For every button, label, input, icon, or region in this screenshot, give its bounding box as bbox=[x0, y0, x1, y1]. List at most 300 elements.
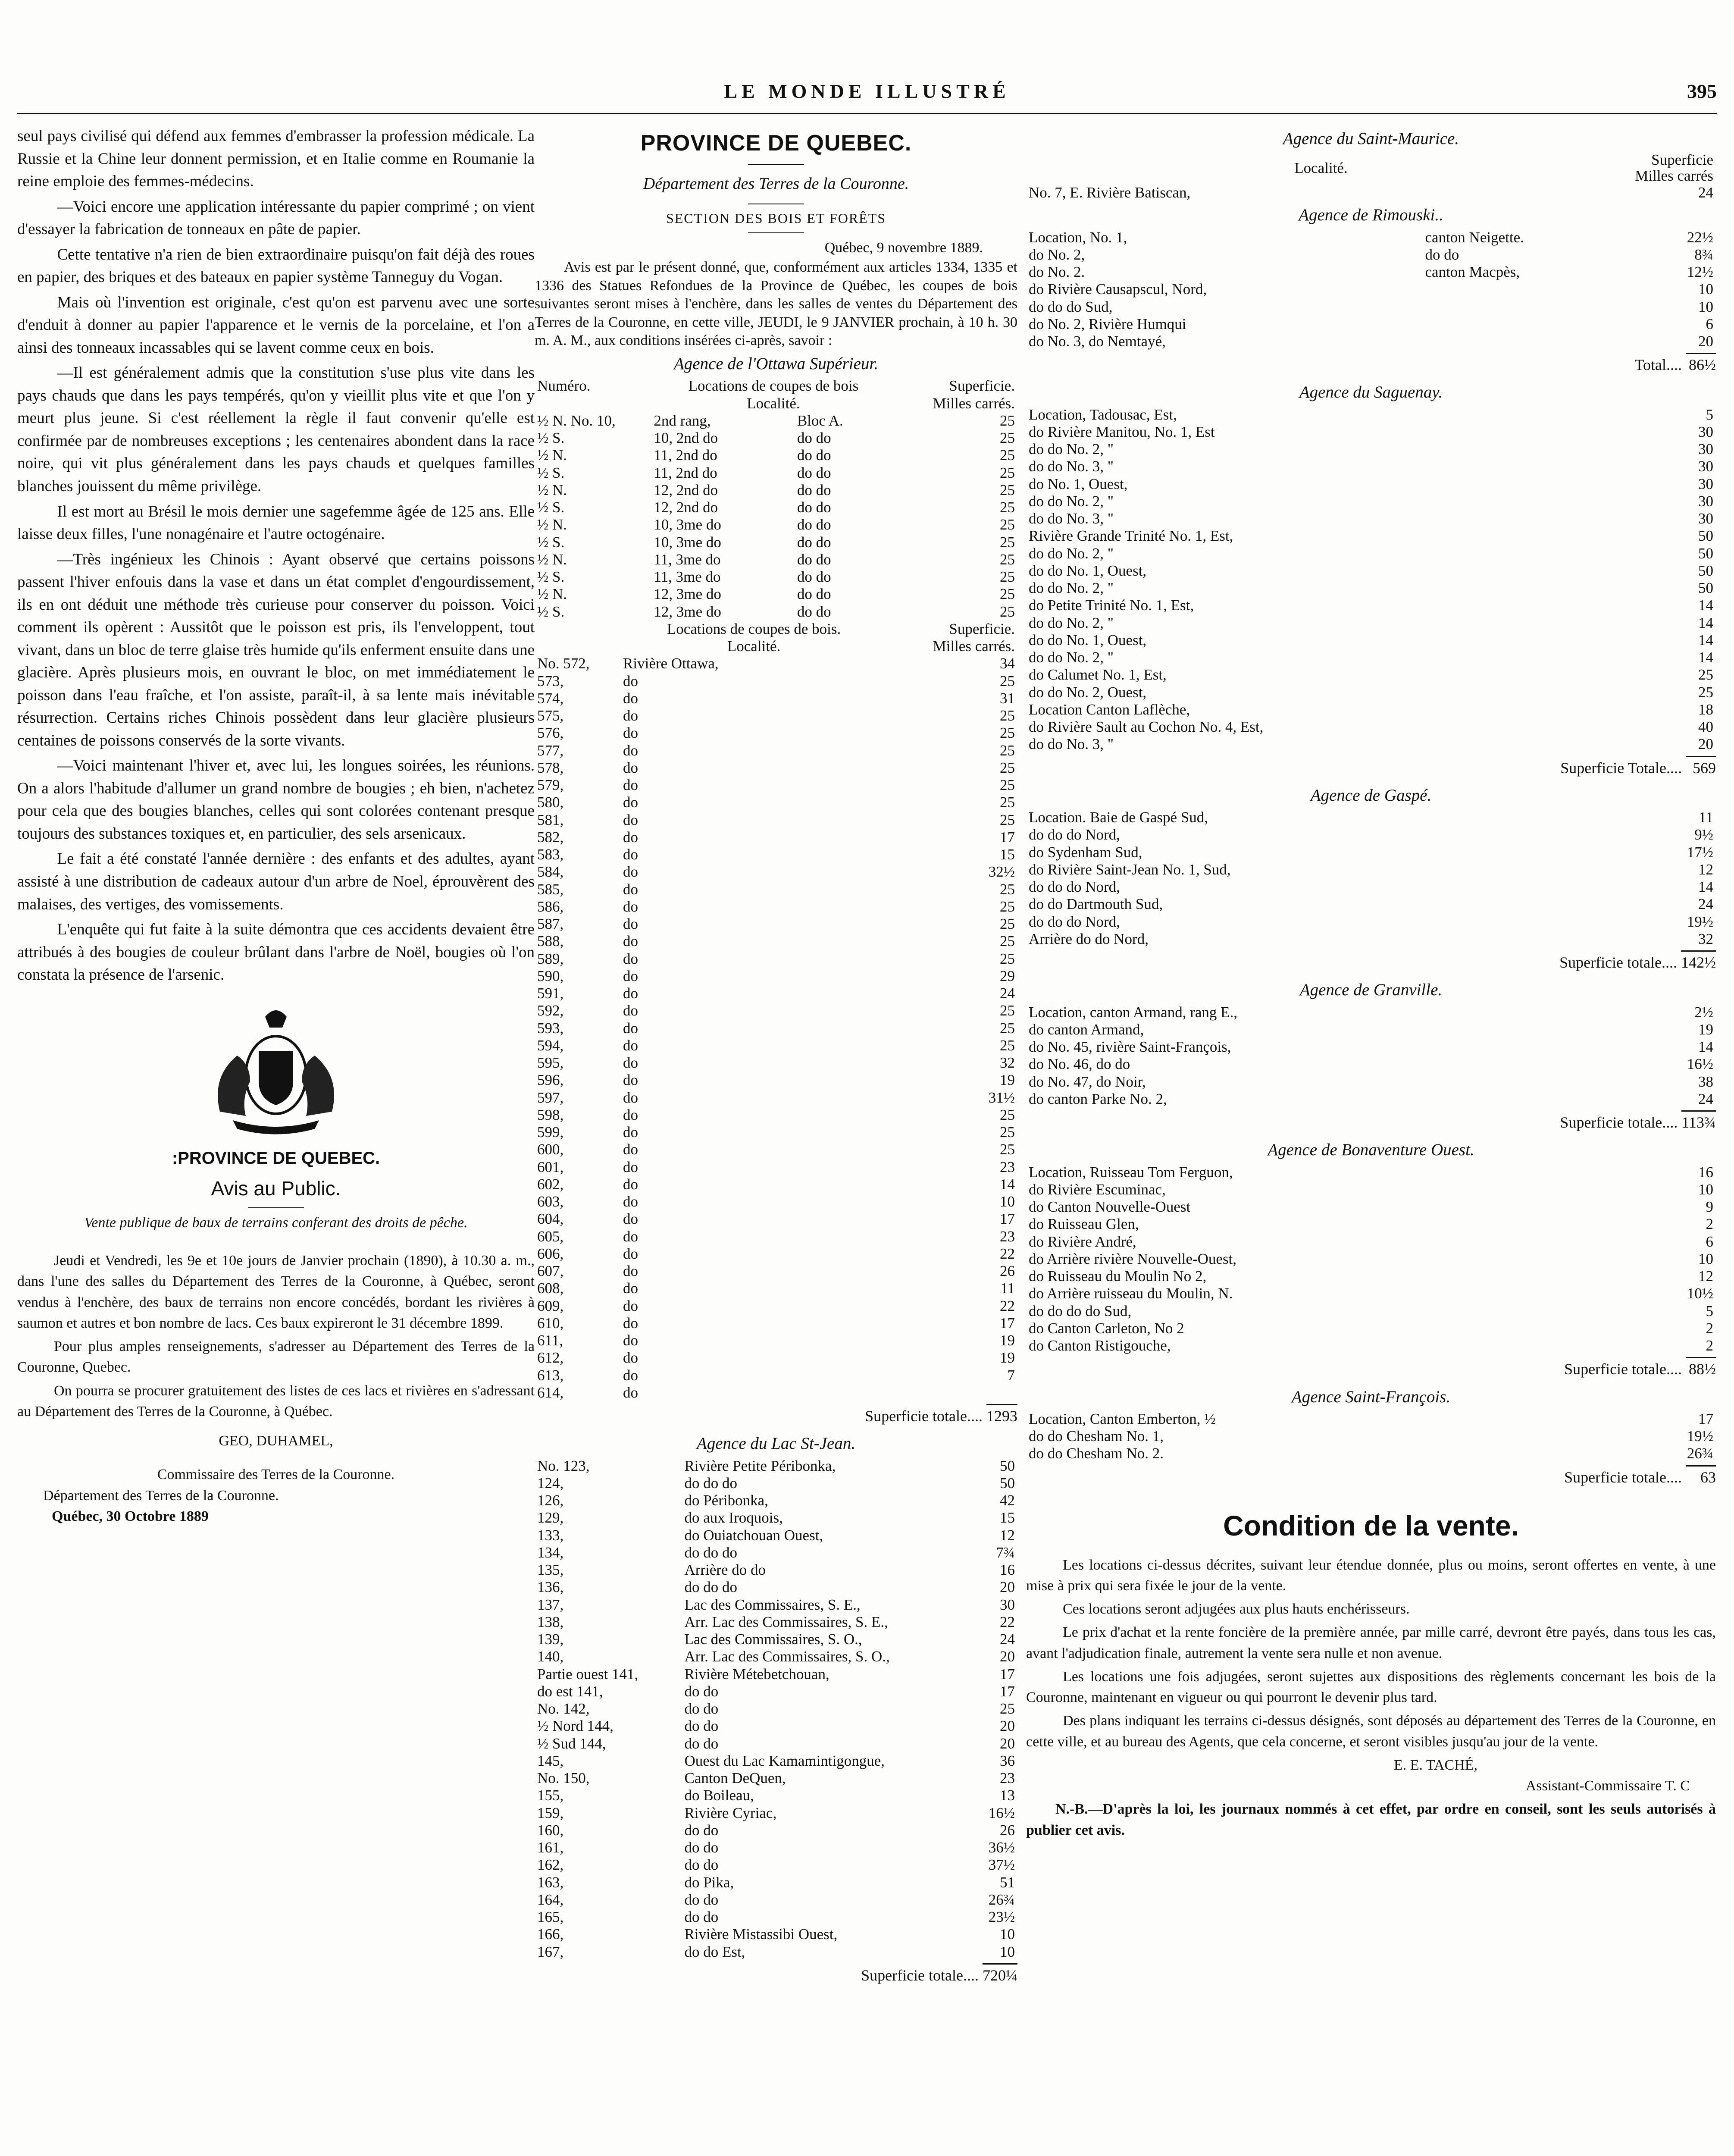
table-cell: 610, bbox=[537, 1314, 564, 1332]
table-cell: do bbox=[623, 1037, 639, 1054]
table-cell: ½ S. bbox=[537, 429, 565, 447]
table-row bbox=[535, 829, 1017, 846]
table-cell: 592, bbox=[537, 1002, 564, 1019]
table-cell: 37½ bbox=[988, 1856, 1015, 1874]
table-row bbox=[535, 551, 1017, 568]
table-row bbox=[535, 603, 1017, 620]
table-cell: 50 bbox=[1698, 545, 1713, 562]
table-cell: do do Chesham No. 1, bbox=[1029, 1428, 1164, 1445]
table-cell: 11, 2nd do bbox=[654, 464, 717, 481]
table-row bbox=[1026, 1337, 1716, 1354]
table-cell: do Pika, bbox=[684, 1874, 734, 1891]
table-cell: 17 bbox=[1000, 1210, 1015, 1228]
table-cell: do bbox=[623, 828, 639, 846]
page-header bbox=[17, 80, 1717, 106]
table-cell: Lac des Commissaires, S. E., bbox=[684, 1596, 861, 1613]
table-cell: 17½ bbox=[1687, 843, 1713, 861]
table-cell: ½ S. bbox=[537, 464, 565, 481]
table-cell: 40 bbox=[1698, 718, 1713, 736]
table-cell: 133, bbox=[537, 1526, 564, 1544]
table-cell: do Ruisseau Glen, bbox=[1029, 1216, 1139, 1233]
table-row bbox=[535, 1544, 1017, 1561]
table-cell: do do bbox=[684, 1735, 719, 1752]
agency-heading-stjean: Agence du Lac St-Jean. bbox=[696, 1434, 856, 1453]
table-row bbox=[535, 794, 1017, 811]
table-cell: do bbox=[623, 777, 639, 794]
table-cell: No. 123, bbox=[537, 1457, 590, 1474]
table-cell: 593, bbox=[537, 1019, 564, 1037]
table-row bbox=[1026, 441, 1716, 458]
table-cell: do do No. 2, " bbox=[1029, 614, 1114, 631]
table-cell: 595, bbox=[537, 1054, 564, 1072]
table-row bbox=[535, 1193, 1017, 1210]
table-cell: do bbox=[623, 985, 639, 1002]
table-row bbox=[1026, 1073, 1716, 1091]
table-cell: do bbox=[623, 672, 639, 689]
rimouski-total bbox=[1026, 353, 1716, 376]
table-cell: 22 bbox=[1000, 1613, 1015, 1630]
table-cell: 581, bbox=[537, 811, 564, 828]
table-cell: 14 bbox=[1000, 1175, 1015, 1193]
table-row bbox=[535, 1072, 1017, 1089]
agency-heading-saint-francois: Agence Saint-François. bbox=[1291, 1387, 1451, 1406]
table-row bbox=[1026, 406, 1716, 423]
table-cell: do bbox=[623, 1124, 639, 1141]
table-row bbox=[1026, 614, 1716, 632]
table-cell: canton Neigette. bbox=[1425, 229, 1524, 246]
table-cell: do No. 2. bbox=[1029, 263, 1085, 280]
table-cell: do No. 45, rivière Saint-François, bbox=[1029, 1038, 1231, 1056]
notice-body bbox=[17, 1250, 535, 1422]
table-cell: 137, bbox=[537, 1596, 564, 1613]
table-cell: Partie ouest 141, bbox=[537, 1665, 639, 1683]
col-header-locality: Localité. bbox=[727, 638, 781, 655]
table-cell: do bbox=[623, 1245, 639, 1262]
table-cell: 19 bbox=[1000, 1332, 1015, 1349]
table-row bbox=[535, 1020, 1017, 1037]
table-cell: 2nd rang, bbox=[654, 412, 711, 429]
notice-signature-name: GEO, DUHAMEL, bbox=[219, 1433, 333, 1449]
table-cell: Location, Ruisseau Tom Ferguon, bbox=[1029, 1163, 1233, 1181]
table-cell: do do bbox=[684, 1891, 719, 1908]
table-cell: do Arrière rivière Nouvelle-Ouest, bbox=[1029, 1250, 1237, 1267]
table-cell: do Petite Trinité No. 1, Est, bbox=[1029, 597, 1194, 614]
table-cell: ½ Nord 144, bbox=[537, 1717, 613, 1735]
table-cell: 19 bbox=[1698, 1021, 1713, 1038]
gaspe-total bbox=[1026, 950, 1716, 974]
stjean-table bbox=[535, 1457, 1017, 1961]
paragraph: —Très ingénieux les Chinois : Ayant observé que certains poissons passent l'hiver enfouis dans la vase et dans un état complet d'engourdissement, ils en ont déduit une méthode très curieuse pour conserver du poisson. Voici comment ils opèrent : Aussitôt que le poisson est pris, ils l'enveloppent, tout vivant, dans un bloc de terre glaise très humide qu'ils enferment ensuite dans une glacière. Après plusieurs mois, en ouvrant le bloc, on met immédiatement le poisson dans l'eau fraîche, et l'on assiste, paraît-il, à sa lente mais inévitable résurrection. Certains riches Chinois possèdent dans leur glacière plusieurs centaines de poissons conservés de la sorte vivants. bbox=[17, 550, 535, 749]
table-row bbox=[1026, 184, 1716, 201]
table-cell: No. 150, bbox=[537, 1770, 590, 1787]
total-value: 569 bbox=[1686, 756, 1716, 779]
table-cell: do bbox=[623, 933, 639, 950]
table-cell: 163, bbox=[537, 1874, 564, 1891]
table-row bbox=[1026, 476, 1716, 493]
table-cell: 22½ bbox=[1687, 229, 1713, 246]
table-cell: 25 bbox=[1000, 1141, 1015, 1158]
table-row bbox=[1026, 736, 1716, 753]
table-cell: 23 bbox=[1000, 1228, 1015, 1245]
table-cell: 588, bbox=[537, 933, 564, 950]
table-row bbox=[535, 1943, 1017, 1961]
table-cell: 25 bbox=[1000, 499, 1015, 516]
conditions-title: Condition de la vente. bbox=[1223, 1509, 1519, 1542]
table-cell: do bbox=[623, 915, 639, 933]
table-cell: 17 bbox=[1000, 1683, 1015, 1700]
newspaper-title: LE MONDE ILLUSTRÉ bbox=[724, 80, 1010, 102]
table-row bbox=[1026, 701, 1716, 718]
table-cell: ½ S. bbox=[537, 568, 565, 586]
conditions-note: N.-B.—D'après la loi, les journaux nommés à cet effet, par ordre en conseil, sont les seuls autorisés à publier cet avis. bbox=[1026, 1801, 1716, 1838]
table-cell: do do No. 3, " bbox=[1029, 458, 1114, 475]
table-cell: 25 bbox=[1698, 683, 1713, 701]
table-row bbox=[535, 1210, 1017, 1228]
table-row bbox=[1026, 1303, 1716, 1320]
table-cell: do do No. 2, " bbox=[1029, 580, 1114, 597]
table-cell: do bbox=[623, 1019, 639, 1037]
table-cell: do bbox=[623, 1349, 639, 1366]
agency-heading-saint-maurice: Agence du Saint-Maurice. bbox=[1283, 129, 1459, 148]
agency-heading-saguenay: Agence du Saguenay. bbox=[1299, 383, 1443, 402]
table-cell: 12½ bbox=[1687, 263, 1713, 280]
table-cell: 10 bbox=[1698, 298, 1713, 315]
table-cell: 161, bbox=[537, 1839, 564, 1856]
total-value: 142½ bbox=[1681, 950, 1716, 974]
table-cell: 160, bbox=[537, 1821, 564, 1839]
table-row bbox=[1026, 809, 1716, 826]
table-cell: 134, bbox=[537, 1544, 564, 1561]
table-row bbox=[535, 1805, 1017, 1822]
table-row bbox=[1026, 333, 1716, 350]
table-cell: 25 bbox=[1000, 881, 1015, 898]
table-cell: do do No. 2, " bbox=[1029, 649, 1114, 666]
table-row bbox=[1026, 1216, 1716, 1233]
table-cell: do do No. 3, " bbox=[1029, 736, 1114, 753]
table-row bbox=[1026, 718, 1716, 736]
table-row bbox=[1026, 1250, 1716, 1268]
table-cell: do do No. 3, " bbox=[1029, 510, 1114, 527]
table-cell: 19½ bbox=[1687, 1428, 1713, 1445]
table-cell: 16 bbox=[1000, 1561, 1015, 1579]
table-row bbox=[535, 950, 1017, 968]
table-cell: Location. Baie de Gaspé Sud, bbox=[1029, 809, 1208, 826]
table-row bbox=[535, 1527, 1017, 1544]
table-cell: 30 bbox=[1698, 458, 1713, 475]
table-row bbox=[1026, 316, 1716, 333]
left-column bbox=[17, 125, 535, 1527]
total-label: Superficie totale.... bbox=[1564, 1360, 1682, 1378]
table-row bbox=[535, 1596, 1017, 1614]
table-cell: 162, bbox=[537, 1856, 564, 1874]
paragraph: Mais où l'invention est originale, c'est qu'on est parvenu avec une sorte d'enduit à donner au papier l'apparence et le vernis de la porcelaine, et l'on a ainsi des tonneaux incassables qui se lavent comme ceux en bois. bbox=[17, 293, 535, 357]
table-cell: 20 bbox=[1698, 333, 1713, 350]
table-cell: 31 bbox=[1000, 689, 1015, 707]
notice-date: Québec, 9 novembre 1889. bbox=[824, 240, 983, 256]
table-cell: 12 bbox=[1698, 1268, 1713, 1285]
table-cell: 42 bbox=[1000, 1492, 1015, 1509]
table-cell: 600, bbox=[537, 1141, 564, 1158]
table-cell: do Rivière Sault au Cochon No. 4, Est, bbox=[1029, 718, 1264, 736]
table-cell: do do No. 1, Ouest, bbox=[1029, 562, 1147, 579]
table-cell: do bbox=[623, 863, 639, 881]
table-cell: 25 bbox=[1000, 1019, 1015, 1037]
table-cell: do do do Nord, bbox=[1029, 826, 1120, 843]
table-cell: 19½ bbox=[1687, 913, 1713, 930]
paragraph: On pourra se procurer gratuitement des listes de ces lacs et rivières en s'adressant au Département des Terres de la Couronne, à Québec. bbox=[17, 1382, 535, 1420]
total-value: 86½ bbox=[1686, 353, 1716, 376]
table-cell: 51 bbox=[1000, 1874, 1015, 1891]
table-row bbox=[535, 1315, 1017, 1332]
granville-total bbox=[1026, 1110, 1716, 1134]
table-cell: do do bbox=[797, 464, 831, 481]
table-row bbox=[1026, 458, 1716, 475]
conditions-body bbox=[1026, 1555, 1716, 1752]
table-row bbox=[1026, 632, 1716, 649]
table-cell: 23 bbox=[1000, 1158, 1015, 1175]
table-cell: 140, bbox=[537, 1648, 564, 1665]
table-cell: 585, bbox=[537, 881, 564, 898]
table-cell: 8¾ bbox=[1694, 246, 1713, 263]
table-row bbox=[535, 673, 1017, 690]
col-header-locality: Localité. bbox=[1294, 160, 1348, 176]
table-row bbox=[1026, 281, 1716, 298]
table-cell: 11, 3me do bbox=[654, 551, 721, 568]
table-row bbox=[535, 724, 1017, 742]
table-cell: do bbox=[623, 1175, 639, 1193]
bonaventure-table bbox=[1026, 1164, 1716, 1355]
bonaventure-total bbox=[1026, 1357, 1716, 1380]
table-cell: do do bbox=[797, 481, 831, 498]
col-header-area: Superficie. bbox=[949, 620, 1015, 637]
table-row bbox=[535, 1683, 1017, 1700]
table-cell: Arrière do do Nord, bbox=[1029, 930, 1149, 947]
table-cell: 167, bbox=[537, 1943, 564, 1960]
table-cell: 17 bbox=[1698, 1410, 1713, 1427]
table-cell: 576, bbox=[537, 724, 564, 742]
stjean-total bbox=[535, 1963, 1017, 1987]
table-row bbox=[535, 881, 1017, 898]
total-label: Superficie totale.... bbox=[861, 1966, 979, 1984]
coat-of-arms-icon bbox=[194, 1000, 358, 1142]
table-row bbox=[1026, 826, 1716, 843]
table-row bbox=[1026, 597, 1716, 614]
table-cell: Location, Tadousac, Est, bbox=[1029, 406, 1177, 423]
table-row bbox=[1026, 493, 1716, 510]
table-row bbox=[1026, 931, 1716, 948]
table-cell: 609, bbox=[537, 1297, 564, 1314]
table-row bbox=[535, 1752, 1017, 1770]
table-row bbox=[1026, 913, 1716, 931]
table-row bbox=[535, 1787, 1017, 1804]
table-cell: 16½ bbox=[988, 1804, 1015, 1821]
table-cell: 16½ bbox=[1687, 1056, 1713, 1073]
table-cell bbox=[1423, 298, 1648, 316]
table-cell: ½ S. bbox=[537, 603, 565, 620]
table-cell: 24 bbox=[1698, 896, 1713, 913]
table-cell: 598, bbox=[537, 1106, 564, 1123]
table-row bbox=[535, 1631, 1017, 1648]
col-header-locality: Localité. bbox=[747, 395, 800, 412]
total-label: Superficie totale.... bbox=[1560, 1114, 1678, 1131]
table-row bbox=[535, 1332, 1017, 1349]
table-cell: Canton DeQuen, bbox=[684, 1770, 786, 1787]
table-cell: Location, No. 1, bbox=[1029, 229, 1127, 246]
table-cell: 24 bbox=[1000, 985, 1015, 1002]
table-row bbox=[1026, 896, 1716, 913]
table-cell: 2 bbox=[1706, 1216, 1713, 1233]
table-cell: do canton Parke No. 2, bbox=[1029, 1090, 1167, 1107]
table-cell: do bbox=[623, 794, 639, 811]
table-cell: do bbox=[623, 846, 639, 863]
table-cell: Location, canton Armand, rang E., bbox=[1029, 1003, 1238, 1021]
table-cell: 11 bbox=[1000, 1280, 1015, 1297]
table-cell: 14 bbox=[1698, 614, 1713, 631]
table-row bbox=[535, 568, 1017, 586]
table-cell: 10 bbox=[1000, 1943, 1015, 1960]
table-cell: 605, bbox=[537, 1228, 564, 1245]
table-cell: 602, bbox=[537, 1175, 564, 1193]
table-cell: 26 bbox=[1000, 1263, 1015, 1280]
table-cell: 30 bbox=[1000, 1596, 1015, 1613]
table-cell: 136, bbox=[537, 1579, 564, 1596]
table-cell: do bbox=[623, 1314, 639, 1332]
table-cell: 10 bbox=[1698, 1181, 1713, 1198]
table-cell: 25 bbox=[1000, 707, 1015, 724]
table-cell: 25 bbox=[1000, 516, 1015, 533]
table-cell: 50 bbox=[1698, 562, 1713, 579]
table-cell: do do No. 2, " bbox=[1029, 492, 1114, 510]
table-row bbox=[1026, 844, 1716, 861]
table-cell: do do bbox=[797, 429, 831, 447]
table-row bbox=[535, 846, 1017, 863]
table-cell: 24 bbox=[1000, 1631, 1015, 1648]
table-cell: 574, bbox=[537, 689, 564, 707]
table-cell: canton Macpès, bbox=[1425, 263, 1520, 280]
intro-text: Avis est par le présent donné, que, conformément aux articles 1334, 1335 et 1336 des Statues Refondues de la Province de Québec, les coupes de bois suivantes seront mises à l'enchère, dans les salles de ventes du Département des Terres de la Couronne, en cette ville, JEUDI, le 9 JANVIER prochain, à 10 h. 30 m. A. M., aux conditions insérées ci-après, savoir : bbox=[535, 259, 1017, 349]
table-cell: No. 142, bbox=[537, 1700, 590, 1717]
table-cell: do do do bbox=[684, 1579, 737, 1596]
table-cell: do do bbox=[797, 603, 831, 620]
table-cell bbox=[1423, 281, 1648, 298]
paragraph: Les locations ci-dessus décrites, suivant leur étendue donnée, plus ou moins, seront offertes en vente, à une mise à prix qui sera fixée le jour de la vente. bbox=[1026, 1557, 1716, 1594]
table-cell: 38 bbox=[1698, 1073, 1713, 1090]
notice-heading: Avis au Public. bbox=[211, 1177, 341, 1200]
total-label: Superficie totale.... bbox=[1564, 1468, 1682, 1486]
table-cell: do bbox=[623, 898, 639, 915]
table-cell: 22 bbox=[1000, 1297, 1015, 1314]
table-row bbox=[535, 898, 1017, 915]
table-cell: do do bbox=[797, 551, 831, 568]
notice-province-title: :PROVINCE DE QUEBEC. bbox=[172, 1148, 380, 1168]
ottawa-total bbox=[535, 1404, 1017, 1427]
table-cell: Rivière Mistassibi Ouest, bbox=[684, 1926, 838, 1943]
table-cell: 10, 3me do bbox=[654, 533, 721, 551]
table-cell: 25 bbox=[1000, 603, 1015, 620]
table-row bbox=[535, 412, 1017, 429]
table-cell: 25 bbox=[1000, 551, 1015, 568]
table-cell: 25 bbox=[1000, 915, 1015, 933]
table-cell: 10 bbox=[1000, 1193, 1015, 1210]
table-cell: 25 bbox=[1000, 1002, 1015, 1019]
table-cell: 11, 2nd do bbox=[654, 447, 717, 464]
table-row bbox=[535, 1735, 1017, 1752]
table-cell: 9 bbox=[1706, 1198, 1713, 1216]
table-cell: do do Dartmouth Sud, bbox=[1029, 896, 1163, 913]
table-cell: do aux Iroquois, bbox=[684, 1509, 783, 1526]
table-cell: 31½ bbox=[988, 1089, 1015, 1106]
table-cell: 11 bbox=[1699, 809, 1713, 826]
table-row bbox=[535, 1839, 1017, 1856]
granville-table bbox=[1026, 1004, 1716, 1108]
table-cell: do No. 3, do Nemtayé, bbox=[1029, 333, 1166, 350]
table-cell: 26¾ bbox=[988, 1891, 1015, 1908]
table-cell: 25 bbox=[1000, 794, 1015, 811]
table-cell: do bbox=[623, 759, 639, 776]
table-cell: do bbox=[623, 1228, 639, 1245]
table-cell: do Péribonka, bbox=[684, 1492, 768, 1509]
table-cell: 25 bbox=[1000, 898, 1015, 915]
table-cell: 15 bbox=[1000, 846, 1015, 863]
table-cell: do Boileau, bbox=[684, 1787, 754, 1804]
table-row bbox=[535, 655, 1017, 672]
table-cell: 25 bbox=[1000, 759, 1015, 776]
ottawa-table-2 bbox=[535, 620, 1017, 1401]
table-cell: 36 bbox=[1000, 1752, 1015, 1769]
saguenay-table bbox=[1026, 406, 1716, 753]
table-cell: 12 bbox=[1000, 1526, 1015, 1544]
table-cell: 606, bbox=[537, 1245, 564, 1262]
table-cell: 50 bbox=[1000, 1457, 1015, 1474]
table-cell: 20 bbox=[1000, 1735, 1015, 1752]
table-cell: 573, bbox=[537, 672, 564, 689]
table-cell: 50 bbox=[1698, 580, 1713, 597]
table-cell: 30 bbox=[1698, 475, 1713, 492]
table-row bbox=[535, 1579, 1017, 1596]
table-cell: 50 bbox=[1000, 1474, 1015, 1492]
table-row bbox=[535, 534, 1017, 551]
table-cell: 50 bbox=[1698, 527, 1713, 545]
table-cell: 10 bbox=[1698, 1250, 1713, 1267]
table-row bbox=[1026, 229, 1716, 246]
table-cell: 12, 2nd do bbox=[654, 499, 718, 516]
agency-heading-rimouski: Agence de Rimouski.. bbox=[1299, 206, 1443, 225]
table-cell: do bbox=[623, 1002, 639, 1019]
table-row bbox=[535, 1509, 1017, 1526]
total-value: 88½ bbox=[1686, 1357, 1716, 1380]
table-cell: 25 bbox=[1000, 1124, 1015, 1141]
table-cell: 580, bbox=[537, 794, 564, 811]
table-cell: do bbox=[623, 1280, 639, 1297]
table-cell: 25 bbox=[1000, 1037, 1015, 1054]
table-cell: 139, bbox=[537, 1631, 564, 1648]
total-label: Superficie Totale.... bbox=[1560, 759, 1682, 777]
table-cell: 10½ bbox=[1687, 1285, 1713, 1302]
table-cell: 25 bbox=[1000, 724, 1015, 742]
notice-department: Département des Terres de la Couronne. bbox=[43, 1487, 279, 1504]
table-row bbox=[1026, 1445, 1716, 1462]
table-cell: 25 bbox=[1000, 568, 1015, 586]
table-cell: 135, bbox=[537, 1561, 564, 1579]
table-cell: do Rivière Manitou, No. 1, Est bbox=[1029, 423, 1215, 440]
table-row bbox=[535, 1124, 1017, 1141]
table-cell: 10, 2nd do bbox=[654, 429, 718, 447]
table-cell: 164, bbox=[537, 1891, 564, 1908]
table-cell: do do bbox=[684, 1821, 719, 1839]
table-cell: 12, 3me do bbox=[654, 586, 721, 603]
table-row bbox=[535, 1349, 1017, 1366]
table-cell: 575, bbox=[537, 707, 564, 724]
